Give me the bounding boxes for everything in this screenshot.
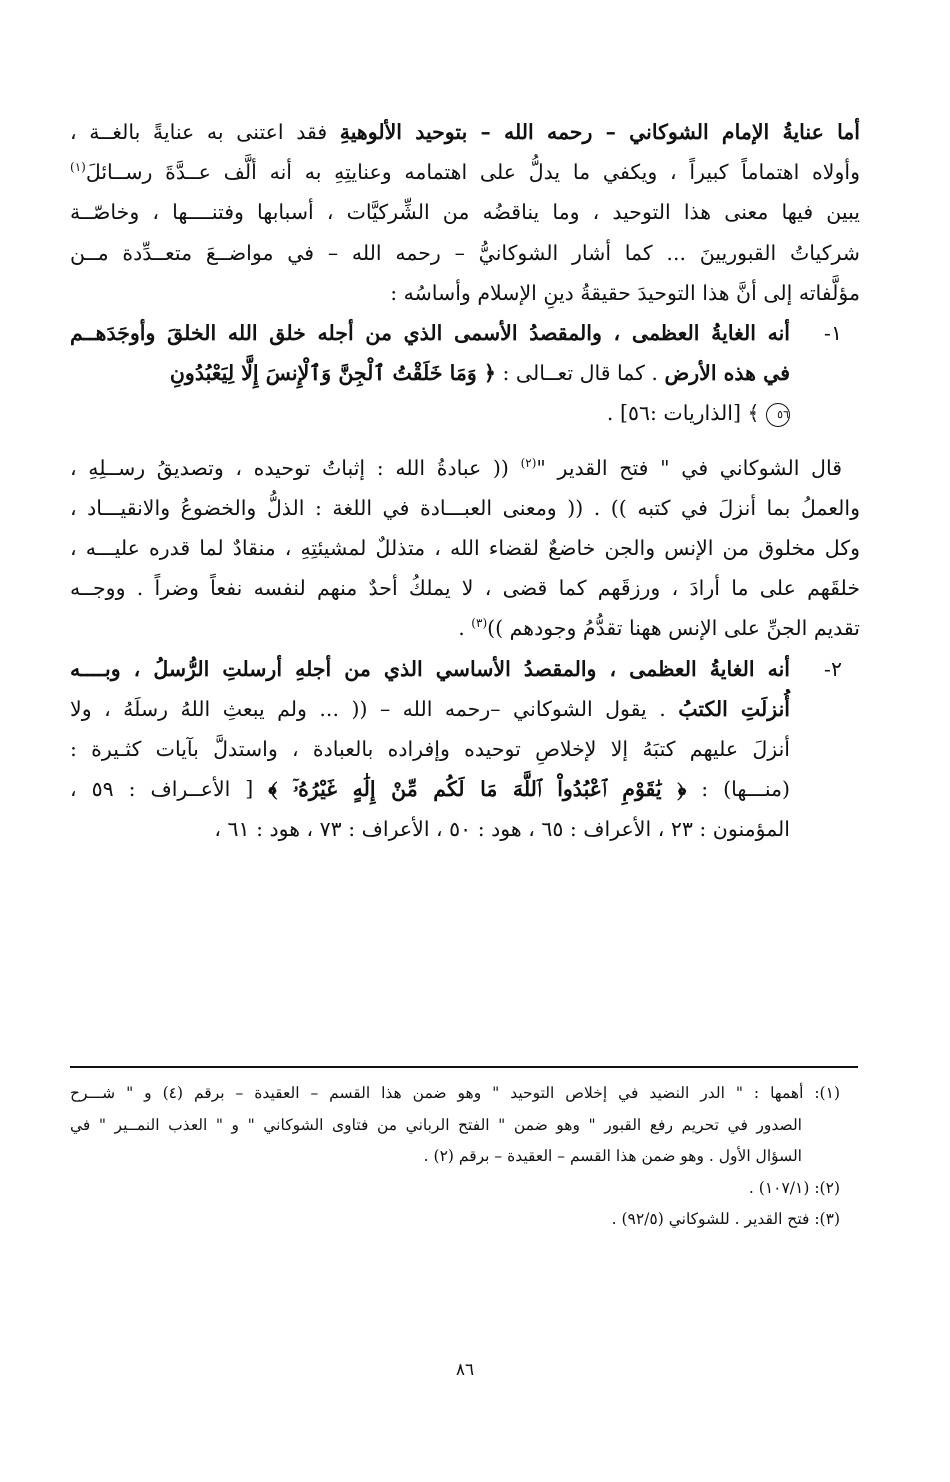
list-number: ٢- <box>824 656 842 681</box>
text-line: قال الشوكاني في " فتح القدير "$^{(٢)}$ (( عبادةُ الله : إثباتُ توحيده ، وتصديقُ رســلِهِ ، <box>70 455 842 480</box>
list-item-1: ١-أنه الغايةُ العظمى ، والمقصدُ الأسمى الذي من أجله خلق الله الخلقَ وأوجَدَهــم <box>70 313 860 353</box>
list-number: ١- <box>824 321 842 346</box>
list-item-2: ٢-أنه الغايةُ العظمى ، والمقصدُ الأساسي الذي من أجلهِ أرسلتِ الرُّسلُ ، وبــــه <box>70 649 860 689</box>
footnote-ref[interactable]: (٣) <box>471 616 488 631</box>
footnote-1-cont: السؤال الأول . وهو ضمن هذا القسم – العقيدة – برقم (٢) . <box>423 1147 802 1165</box>
text-line: مؤلَّفاته إلى أنَّ هذا التوحيدَ حقيقةُ دينِ الإسلام وأساسُه : <box>390 280 860 305</box>
footnote-ref[interactable]: (١) <box>70 160 86 175</box>
text-line: يبين فيها معنى هذا التوحيد ، وما يناقضُه من الشِّركيَّات ، أسبابها وفتنــــها ، وخاصّــة <box>70 200 860 225</box>
text-line: أنزلَ عليهم كتبَهُ إلا لإخلاصِ توحيده وإفراده بالعبادة ، واستدلَّ بآيات كثـيرة : <box>70 737 790 762</box>
text-line: تقديم الجنِّ على الإنس ههنا تقدُّمُ وجودهم ))$^{(٣)}$ . <box>458 616 860 641</box>
footnote-1: (١): أهمها : " الدر النضيد في إخلاص التوحيد " وهو ضمن هذا القسم – العقيدة – برقم (٤) و " شـــرح <box>70 1084 840 1102</box>
quran-verse: ﴿ يَٰقَوْمِ ٱعْبُدُواْ ٱللَّهَ مَا لَكُم مِّنْ إِلَٰهٍ غَيْرُهُۥٓ ﴾ <box>268 777 687 802</box>
footnote-3: (٣): فتح القدير . للشوكاني (٩٢/٥) . <box>611 1210 840 1228</box>
text-line: أما عنايةُ الإمام الشوكاني – رحمه الله – بتوحيد الألوهيةِ فقد اعتنى به عنايةً بالغــة ، <box>70 120 860 144</box>
text-line: وكل مخلوق من الإنس والجن خاضعٌ لقضاء الله ، متذللٌ لمشيئتِهِ ، منقادٌ لما قدره عليـــه ، <box>70 536 860 561</box>
footnote-1-cont: الصدور في تحريم رفع القبور " وهو ضمن " الفتح الرباني من فتاوى الشوكاني " و " العذب النمــير " في <box>70 1115 802 1134</box>
footnotes <box>70 1078 840 1236</box>
ayah-number-icon: ٥٦ <box>766 403 790 427</box>
text-line: شركياتُ القبوريينَ ... كما أشار الشوكانيُّ – رحمه الله – في مواضــعَ متعــدِّدة مــن <box>70 240 860 265</box>
footnote-divider <box>70 1066 858 1068</box>
text-line: أُنزلَتِ الكتبُ . يقول الشوكاني –رحمه الله – (( ... ولم يبعثِ اللهُ رسلَهُ ، ولا <box>70 696 790 721</box>
page-number: ٨٦ <box>455 1360 475 1380</box>
text-line: خلقَهم على ما أرادَ ، ورزقَهم كما قضى ، لا يملكُ أحدٌ منهم لنفسه نفعاً وضراً . ووجــه <box>70 576 860 601</box>
text-line: وأولاه اهتماماً كبيراً ، ويكفي ما يدلُّ على اهتمامه وعنايتِهِ به أنه ألَّف عــدَّةَ رســائلَ$^{(١)}$ <box>70 160 860 185</box>
text-line: ٥٦ ﴾ [الذاريات :٥٦] . <box>606 401 789 426</box>
text-line: (منـــها) : ﴿ يَٰقَوْمِ ٱعْبُدُواْ ٱللَّهَ مَا لَكُم مِّنْ إِلَٰهٍ غَيْرُهُۥٓ ﴾ [ الأعــراف : ٥٩ ، <box>70 777 791 802</box>
text-line: في هذه الأرض . كما قال تعــالى : ﴿ وَمَا خَلَقْتُ ٱلْجِنَّ وَٱلْإِنسَ إِلَّا لِيَعْبُدُونِ <box>169 361 790 386</box>
bold-heading: أما عنايةُ الإمام الشوكاني – رحمه الله – بتوحيد الألوهيةِ <box>339 120 860 144</box>
footnote-ref[interactable]: (٢) <box>520 455 537 470</box>
footnote-2: (٢): (١٠٧/١) . <box>748 1178 840 1197</box>
text-line: والعملُ بما أنزلَ في كتبه )) . (( ومعنى العبـــادة في اللغة : الذلُّ والخضوعُ والانقيـــاد ، <box>70 495 860 520</box>
text-line: المؤمنون : ٢٣ ، الأعراف : ٦٥ ، هود : ٥٠ ، الأعراف : ٧٣ ، هود : ٦١ ، <box>214 817 790 842</box>
quran-verse: ﴿ وَمَا خَلَقْتُ ٱلْجِنَّ وَٱلْإِنسَ إِلَّا لِيَعْبُدُونِ <box>169 361 496 386</box>
main-text <box>70 112 860 850</box>
